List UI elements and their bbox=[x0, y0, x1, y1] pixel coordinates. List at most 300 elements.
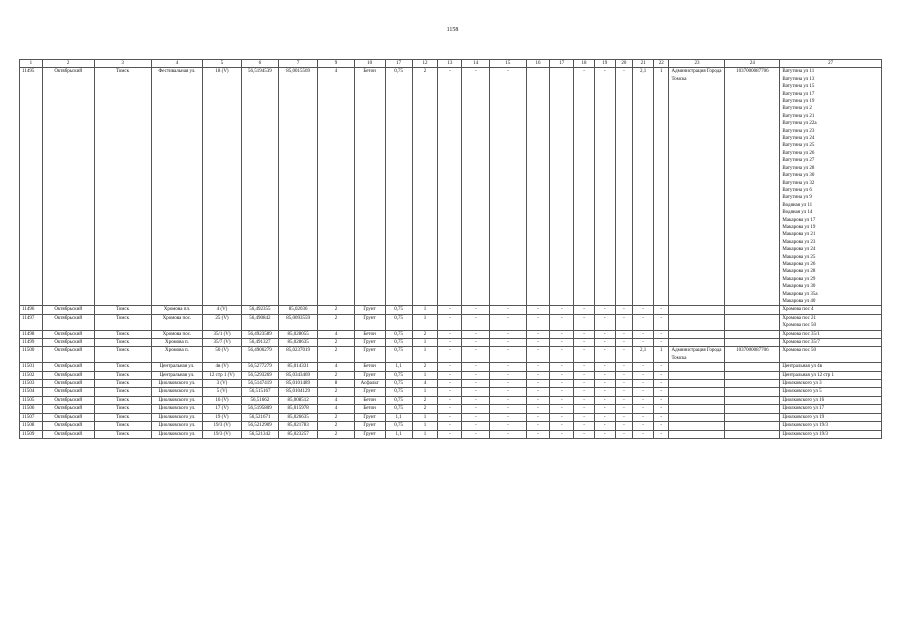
cell-c12: 2 bbox=[412, 363, 438, 371]
cell-c16: - bbox=[526, 306, 550, 314]
cell-c19: - bbox=[594, 430, 615, 438]
cell-c18: - bbox=[574, 363, 595, 371]
cell-c18: - bbox=[574, 371, 595, 379]
cell-c7: 85,026635 bbox=[278, 413, 317, 421]
cell-c22: 1 bbox=[653, 68, 669, 306]
cell-c18: - bbox=[574, 430, 595, 438]
column-header: 17 bbox=[550, 60, 574, 68]
address-line: Ватутина ул 19 bbox=[782, 99, 815, 105]
cell-c18: - bbox=[574, 413, 595, 421]
cell-c15: - bbox=[490, 388, 526, 396]
cell-c9: 2 bbox=[318, 388, 354, 396]
cell-c17b: - bbox=[550, 314, 574, 330]
cell-c18: - bbox=[574, 422, 595, 430]
cell-c24 bbox=[725, 422, 780, 430]
table-row bbox=[20, 430, 882, 438]
cell-c7: 85,0101489 bbox=[278, 380, 317, 388]
cell-c21: - bbox=[633, 405, 654, 413]
cell-c22: - bbox=[653, 314, 669, 330]
cell-c19: - bbox=[594, 339, 615, 347]
cell-addresses bbox=[780, 363, 882, 371]
cell-c21: - bbox=[633, 330, 654, 338]
cell-c14: - bbox=[462, 363, 490, 371]
cell-c20: - bbox=[615, 405, 633, 413]
cell-c21: - bbox=[633, 430, 654, 438]
address-line: Макарова ул 25 bbox=[782, 254, 816, 260]
cell-c24 bbox=[725, 330, 780, 338]
cell-c17: 0,75 bbox=[385, 306, 412, 314]
cell-c17b: - bbox=[550, 380, 574, 388]
cell-c23 bbox=[669, 371, 725, 379]
cell-c23 bbox=[669, 314, 725, 330]
cell-c24 bbox=[725, 413, 780, 421]
cell-c13: - bbox=[438, 422, 462, 430]
cell-c15: - bbox=[490, 339, 526, 347]
cell-c19: - bbox=[594, 422, 615, 430]
cell-c20: - bbox=[615, 347, 633, 363]
address-line: Центральная ул 4в bbox=[782, 364, 822, 370]
cell-c18: - bbox=[574, 68, 595, 306]
table-row bbox=[20, 413, 882, 421]
cell-c1: 11506 bbox=[20, 405, 43, 413]
cell-c10: Бетон bbox=[354, 330, 385, 338]
cell-c20: - bbox=[615, 330, 633, 338]
table-row bbox=[20, 380, 882, 388]
cell-c4: Хромова пос. bbox=[151, 330, 203, 338]
cell-c9: 2 bbox=[318, 306, 354, 314]
cell-c13: - bbox=[438, 371, 462, 379]
address-line: Хромова пос 35/7 bbox=[782, 340, 820, 346]
cell-c22: - bbox=[653, 396, 669, 404]
cell-c3: Томск bbox=[94, 330, 151, 338]
address-line: Ватутина ул 21 bbox=[782, 113, 815, 119]
cell-c5: 18 (V) bbox=[203, 68, 241, 306]
cell-c21: - bbox=[633, 339, 654, 347]
column-header: 19 bbox=[594, 60, 615, 68]
cell-c7: 85,021783 bbox=[278, 422, 317, 430]
cell-c16: - bbox=[526, 405, 550, 413]
cell-c4: Циолковского ул. bbox=[151, 405, 203, 413]
table-row bbox=[20, 405, 882, 413]
cell-c17b: - bbox=[550, 413, 574, 421]
cell-c10: Грунт bbox=[354, 306, 385, 314]
cell-c21: - bbox=[633, 371, 654, 379]
cell-c19: - bbox=[594, 413, 615, 421]
cell-c16 bbox=[526, 68, 550, 306]
cell-c24 bbox=[725, 430, 780, 438]
cell-c23 bbox=[669, 430, 725, 438]
cell-c20: - bbox=[615, 422, 633, 430]
cell-c23 bbox=[669, 330, 725, 338]
cell-addresses bbox=[780, 371, 882, 379]
cell-c12: 1 bbox=[412, 430, 438, 438]
cell-c20: - bbox=[615, 306, 633, 314]
cell-c17: 0,75 bbox=[385, 330, 412, 338]
cell-c2: Октябрьский bbox=[42, 330, 94, 338]
cell-c12: 1 bbox=[412, 422, 438, 430]
cell-c24 bbox=[725, 371, 780, 379]
address-line: Ватутина ул 28 bbox=[782, 165, 815, 171]
cell-c2: Октябрьский bbox=[42, 339, 94, 347]
cell-c6: 56,521342 bbox=[241, 430, 278, 438]
cell-c1: 11509 bbox=[20, 430, 43, 438]
cell-c13: - bbox=[438, 413, 462, 421]
cell-c24 bbox=[725, 363, 780, 371]
cell-c2: Октябрьский bbox=[42, 363, 94, 371]
cell-c24: 1037000087706 bbox=[725, 68, 780, 306]
cell-c3: Томск bbox=[94, 339, 151, 347]
cell-c9: 2 bbox=[318, 430, 354, 438]
cell-c4: Хромова пос. bbox=[151, 314, 203, 330]
cell-c12: 1 bbox=[412, 347, 438, 363]
cell-c17b: - bbox=[550, 306, 574, 314]
cell-c20: - bbox=[615, 380, 633, 388]
cell-c16: - bbox=[526, 339, 550, 347]
cell-c2: Октябрьский bbox=[42, 380, 94, 388]
cell-c18: - bbox=[574, 388, 595, 396]
address-line: Ватутина ул 6 bbox=[782, 187, 812, 193]
cell-c5: 19/3 (V) bbox=[203, 430, 241, 438]
cell-c12: 1 bbox=[412, 306, 438, 314]
table-row bbox=[20, 371, 882, 379]
cell-c17: 0,75 bbox=[385, 339, 412, 347]
cell-c23 bbox=[669, 388, 725, 396]
address-line: Циолковского ул 17 bbox=[782, 406, 825, 412]
cell-c1: 11498 bbox=[20, 330, 43, 338]
column-header: 22 bbox=[653, 60, 669, 68]
cell-c15: - bbox=[490, 430, 526, 438]
cell-c13: - bbox=[438, 405, 462, 413]
cell-c2: Октябрьский bbox=[42, 422, 94, 430]
cell-c3: Томск bbox=[94, 413, 151, 421]
cell-c7: 85,028635 bbox=[278, 339, 317, 347]
cell-c22: - bbox=[653, 380, 669, 388]
cell-c14: - bbox=[462, 396, 490, 404]
cell-c18: - bbox=[574, 347, 595, 363]
cell-c3: Томск bbox=[94, 314, 151, 330]
column-header: 14 bbox=[462, 60, 490, 68]
cell-c21: - bbox=[633, 422, 654, 430]
cell-c23: Администрация Города Томска bbox=[669, 347, 725, 363]
cell-c10: Асфальт bbox=[354, 380, 385, 388]
cell-c12: 1 bbox=[412, 413, 438, 421]
column-header: 10 bbox=[354, 60, 385, 68]
cell-c12: 2 bbox=[412, 68, 438, 306]
cell-c17: 0,75 bbox=[385, 396, 412, 404]
cell-c6: 56,515167 bbox=[241, 388, 278, 396]
cell-c24: 1037000087706 bbox=[725, 347, 780, 363]
cell-c3: Томск bbox=[94, 422, 151, 430]
cell-c4: Циолковского ул. bbox=[151, 413, 203, 421]
cell-c20: - bbox=[615, 430, 633, 438]
cell-c17b: - bbox=[550, 363, 574, 371]
cell-c10: Бетон bbox=[354, 405, 385, 413]
cell-addresses bbox=[780, 396, 882, 404]
cell-c7: 85,028055 bbox=[278, 330, 317, 338]
cell-c15: - bbox=[490, 396, 526, 404]
address-line: Циолковского ул 3 bbox=[782, 381, 822, 387]
cell-c9: 4 bbox=[318, 68, 354, 306]
cell-c6: 56,5194539 bbox=[241, 68, 278, 306]
cell-c6: 56,51662 bbox=[241, 396, 278, 404]
cell-c12: 1 bbox=[412, 388, 438, 396]
cell-c2: Октябрьский bbox=[42, 347, 94, 363]
cell-c4: Хромова пл. bbox=[151, 306, 203, 314]
column-header: 1 bbox=[20, 60, 43, 68]
cell-c22: - bbox=[653, 388, 669, 396]
cell-c24 bbox=[725, 396, 780, 404]
address-line: Хромова пос 35/1 bbox=[782, 331, 820, 337]
cell-c1: 11495 bbox=[20, 68, 43, 306]
cell-c9: 4 bbox=[318, 330, 354, 338]
cell-c15: - bbox=[490, 405, 526, 413]
address-line: Макарова ул 35а bbox=[782, 291, 818, 297]
cell-c19: - bbox=[594, 347, 615, 363]
page-number: 1158 bbox=[446, 27, 459, 33]
cell-c15: - bbox=[490, 380, 526, 388]
table-row bbox=[20, 396, 882, 404]
cell-c1: 11503 bbox=[20, 380, 43, 388]
header-row bbox=[20, 60, 882, 68]
cell-c16: - bbox=[526, 422, 550, 430]
cell-c21: - bbox=[633, 413, 654, 421]
cell-c7: 85,015978 bbox=[278, 405, 317, 413]
cell-c24 bbox=[725, 380, 780, 388]
cell-c7: 85,0343469 bbox=[278, 371, 317, 379]
column-header: 18 bbox=[574, 60, 595, 68]
cell-c10: Бетон bbox=[354, 363, 385, 371]
cell-addresses bbox=[780, 413, 882, 421]
cell-addresses bbox=[780, 339, 882, 347]
cell-c6: 56,5147419 bbox=[241, 380, 278, 388]
cell-c18: - bbox=[574, 314, 595, 330]
cell-c2: Октябрьский bbox=[42, 413, 94, 421]
cell-c2: Октябрьский bbox=[42, 430, 94, 438]
address-line: Макарова ул 30 bbox=[782, 284, 816, 290]
cell-c15: - bbox=[490, 347, 526, 363]
cell-c6: 56,4923589 bbox=[241, 330, 278, 338]
column-header: 6 bbox=[241, 60, 278, 68]
cell-c9: 2 bbox=[318, 371, 354, 379]
cell-c4: Циолковского ул. bbox=[151, 396, 203, 404]
cell-c2: Октябрьский bbox=[42, 405, 94, 413]
address-line: Хромова пос 21 bbox=[782, 315, 817, 321]
cell-c1: 11507 bbox=[20, 413, 43, 421]
cell-c10: Грунт bbox=[354, 388, 385, 396]
cell-c15: - bbox=[490, 68, 526, 306]
cell-c5: 4в (V) bbox=[203, 363, 241, 371]
cell-c18: - bbox=[574, 396, 595, 404]
cell-c23 bbox=[669, 405, 725, 413]
column-header: 9 bbox=[318, 60, 354, 68]
cell-c16: - bbox=[526, 388, 550, 396]
address-line: Ватутина ул 30 bbox=[782, 173, 815, 179]
address-line: Макарова ул 21 bbox=[782, 232, 816, 238]
address-line: Ватутина ул 23 bbox=[782, 128, 815, 134]
cell-c22: 1 bbox=[653, 347, 669, 363]
cell-c3: Томск bbox=[94, 371, 151, 379]
cell-c1: 11500 bbox=[20, 347, 43, 363]
cell-c17b: - bbox=[550, 347, 574, 363]
cell-c9: 2 bbox=[318, 422, 354, 430]
cell-c17: 0,75 bbox=[385, 422, 412, 430]
cell-c15: - bbox=[490, 413, 526, 421]
cell-c14: - bbox=[462, 413, 490, 421]
cell-c10: Грунт bbox=[354, 347, 385, 363]
cell-c5: 19 (V) bbox=[203, 413, 241, 421]
cell-c13: - bbox=[438, 306, 462, 314]
cell-c19: - bbox=[594, 314, 615, 330]
column-header: 15 bbox=[490, 60, 526, 68]
cell-c12: 2 bbox=[412, 330, 438, 338]
cell-c24 bbox=[725, 388, 780, 396]
cell-c9: 2 bbox=[318, 314, 354, 330]
cell-c15: - bbox=[490, 314, 526, 330]
cell-c6: 56,5277279 bbox=[241, 363, 278, 371]
cell-c22: - bbox=[653, 430, 669, 438]
cell-c7: 85,023257 bbox=[278, 430, 317, 438]
column-header: 21 bbox=[633, 60, 654, 68]
cell-c1: 11501 bbox=[20, 363, 43, 371]
cell-c4: Циолковского ул. bbox=[151, 388, 203, 396]
cell-c1: 11508 bbox=[20, 422, 43, 430]
cell-c13: - bbox=[438, 330, 462, 338]
cell-c10: Грунт bbox=[354, 422, 385, 430]
table-row bbox=[20, 306, 882, 314]
cell-c2: Октябрьский bbox=[42, 371, 94, 379]
cell-c20: - bbox=[615, 68, 633, 306]
cell-c9: 2 bbox=[318, 339, 354, 347]
cell-c17b: - bbox=[550, 405, 574, 413]
cell-addresses bbox=[780, 388, 882, 396]
cell-c21: 2,1 bbox=[633, 68, 654, 306]
cell-c14: - bbox=[462, 330, 490, 338]
cell-c17b: - bbox=[550, 430, 574, 438]
cell-c16: - bbox=[526, 380, 550, 388]
cell-c5: 50 (V) bbox=[203, 347, 241, 363]
cell-c14: - bbox=[462, 422, 490, 430]
cell-c4: Хромова п. bbox=[151, 347, 203, 363]
cell-c19: - bbox=[594, 306, 615, 314]
cell-c5: 17 (V) bbox=[203, 405, 241, 413]
cell-c21: - bbox=[633, 388, 654, 396]
cell-c21: - bbox=[633, 363, 654, 371]
cell-c20: - bbox=[615, 363, 633, 371]
cell-c17: 0,75 bbox=[385, 347, 412, 363]
cell-c17b: - bbox=[550, 422, 574, 430]
cell-c17: 1,1 bbox=[385, 430, 412, 438]
cell-c9: 4 bbox=[318, 363, 354, 371]
cell-c6: 56,490842 bbox=[241, 314, 278, 330]
cell-c20: - bbox=[615, 371, 633, 379]
column-header: 7 bbox=[278, 60, 317, 68]
cell-c16: - bbox=[526, 396, 550, 404]
cell-addresses bbox=[780, 306, 882, 314]
cell-c19: - bbox=[594, 330, 615, 338]
cell-c7: 85,0237019 bbox=[278, 347, 317, 363]
cell-c17: 0,75 bbox=[385, 405, 412, 413]
cell-c18: - bbox=[574, 339, 595, 347]
cell-c17b: - bbox=[550, 371, 574, 379]
cell-c10: Грунт bbox=[354, 314, 385, 330]
cell-c6: 56,5293269 bbox=[241, 371, 278, 379]
cell-c18: - bbox=[574, 330, 595, 338]
cell-c1: 11502 bbox=[20, 371, 43, 379]
column-header: 2 bbox=[42, 60, 94, 68]
cell-c12: 2 bbox=[412, 405, 438, 413]
column-header: 17 bbox=[385, 60, 412, 68]
column-header: 20 bbox=[615, 60, 633, 68]
cell-c12: 1 bbox=[412, 371, 438, 379]
cell-c5: 19/3 (V) bbox=[203, 422, 241, 430]
cell-c13: - bbox=[438, 339, 462, 347]
address-line: Ватутина ул 22а bbox=[782, 121, 817, 127]
cell-c1: 11499 bbox=[20, 339, 43, 347]
column-header: 16 bbox=[526, 60, 550, 68]
cell-c6: 56,4906279 bbox=[241, 347, 278, 363]
cell-c23 bbox=[669, 363, 725, 371]
address-line: Макарова ул 40 bbox=[782, 299, 816, 304]
address-line: Центральная ул 12 стр 1 bbox=[782, 372, 835, 378]
cell-c14: - bbox=[462, 380, 490, 388]
table-row bbox=[20, 330, 882, 338]
cell-c9: 2 bbox=[318, 347, 354, 363]
cell-c12: 1 bbox=[412, 314, 438, 330]
cell-addresses bbox=[780, 430, 882, 438]
address-line: Циолковского ул 19/3 bbox=[782, 423, 829, 429]
cell-c7: 85,0104129 bbox=[278, 388, 317, 396]
cell-c9: 4 bbox=[318, 396, 354, 404]
address-line: Циолковского ул 19 bbox=[782, 414, 825, 420]
cell-c16: - bbox=[526, 430, 550, 438]
cell-c3: Томск bbox=[94, 380, 151, 388]
cell-c7: 85,0093559 bbox=[278, 314, 317, 330]
cell-c19: - bbox=[594, 363, 615, 371]
cell-c15: - bbox=[490, 330, 526, 338]
cell-c9: 8 bbox=[318, 380, 354, 388]
address-line: Водяная ул 11 bbox=[782, 202, 813, 208]
cell-c15: - bbox=[490, 306, 526, 314]
cell-c5: 25 (V) bbox=[203, 314, 241, 330]
register-table bbox=[19, 59, 882, 439]
address-line: Макарова ул 17 bbox=[782, 217, 816, 223]
cell-c24 bbox=[725, 314, 780, 330]
cell-addresses bbox=[780, 330, 882, 338]
cell-c3: Томск bbox=[94, 396, 151, 404]
address-line: Ватутина ул 11 bbox=[782, 69, 815, 75]
cell-c14: - bbox=[462, 405, 490, 413]
column-header: 5 bbox=[203, 60, 241, 68]
cell-c10: Грунт bbox=[354, 413, 385, 421]
cell-c9: 4 bbox=[318, 405, 354, 413]
cell-c16: - bbox=[526, 330, 550, 338]
address-line: Макарова ул 28 bbox=[782, 269, 816, 275]
address-line: Циолковского ул 16 bbox=[782, 397, 825, 403]
cell-c6: 56,5195809 bbox=[241, 405, 278, 413]
cell-c1: 11505 bbox=[20, 396, 43, 404]
cell-c16: - bbox=[526, 413, 550, 421]
cell-c2: Октябрьский bbox=[42, 396, 94, 404]
cell-c17: 0,75 bbox=[385, 380, 412, 388]
address-line: Хромова пос 50 bbox=[782, 348, 817, 354]
cell-c13: - bbox=[438, 430, 462, 438]
column-header: 4 bbox=[151, 60, 203, 68]
table-row bbox=[20, 422, 882, 430]
cell-c24 bbox=[725, 339, 780, 347]
cell-c14: - bbox=[462, 388, 490, 396]
column-header: 13 bbox=[438, 60, 462, 68]
cell-c7: 85,0015569 bbox=[278, 68, 317, 306]
